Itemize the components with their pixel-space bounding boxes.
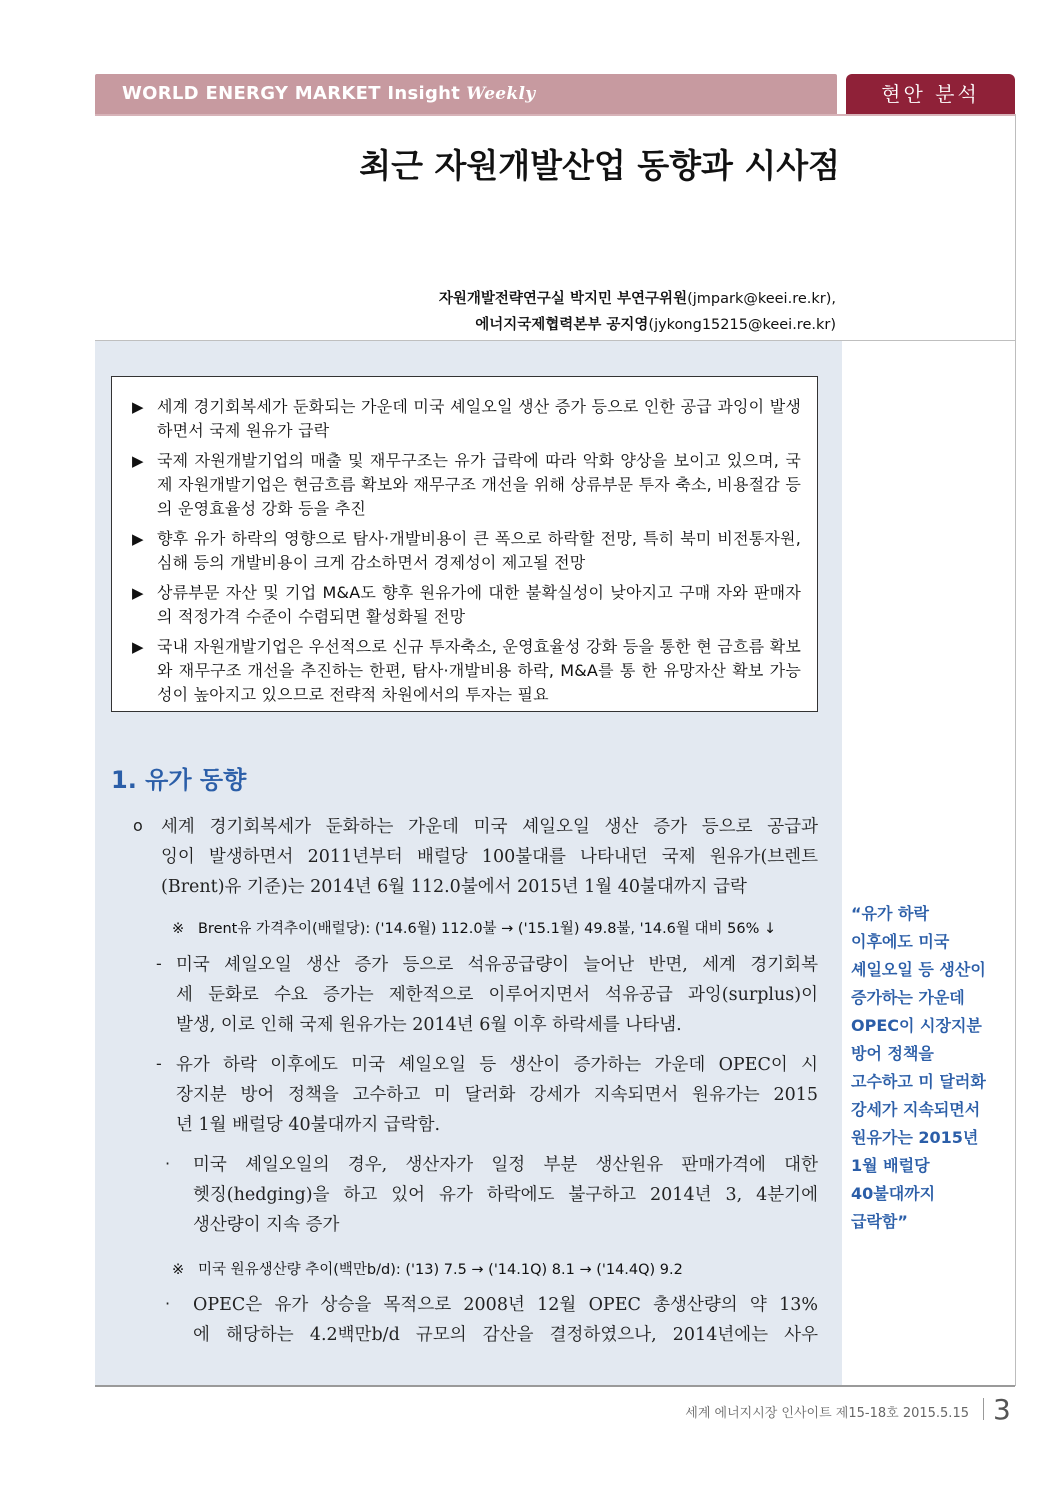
page-number: 3	[993, 1393, 1011, 1426]
dot-bullet-icon: ·	[165, 1294, 171, 1313]
footer-divider	[983, 1398, 984, 1420]
paragraph-dash-1: 미국 셰일오일 생산 증가 등으로 석유공급량이 늘어난 반면, 세계 경기회복 세 둔화로 수요 증가는 제한적으로 이루어지면서 석유공급 과잉(surplus)이 발생, 이로 인해 국제 원유가는 2014년 6월 이후 하락세를 나타냄.	[176, 955, 818, 1035]
paragraph-dot-2: OPEC은 유가 상승을 목적으로 2008년 12월 OPEC 총생산량의 약 13% 에 해당하는 4.2백만b/d 규모의 감산을 결정하였으나, 2014년에는 사우	[193, 1295, 818, 1345]
reference-mark-icon: ※	[172, 1262, 185, 1278]
reference-mark-icon: ※	[172, 921, 185, 937]
right-margin-rule	[1015, 114, 1016, 1386]
triangle-bullet-icon: ▶	[132, 584, 144, 602]
footer-text: 세계 에너지시장 인사이트 제15-18호 2015.5.15	[685, 1406, 969, 1421]
paragraph-main: 세계 경기회복세가 둔화하는 가운데 미국 셰일오일 생산 증가 등으로 공급과 잉이 발생하면서 2011년부터 배럴당 100불대를 나타내던 국제 원유가(브렌트 (Brent)유 기준)는 2014년 6월 112.0불에서 2015년 1월 40불대까지 급락	[161, 817, 818, 897]
publication-weekly: Weekly	[466, 84, 536, 104]
publication-title: WORLD ENERGY MARKET Insight Weekly	[122, 83, 536, 104]
section-tab: 현안 분석	[846, 74, 1015, 114]
summary-item: ▶ 세계 경기회복세가 둔화되는 가운데 미국 셰일오일 생산 증가 등으로 인한 공급 과잉이 발생하면서 국제 원유가 급락	[132, 397, 801, 440]
paragraph-dot-1: 미국 셰일오일의 경우, 생산자가 일정 부분 생산원유 판매가격에 대한 헷징(hedging)을 하고 있어 유가 하락에도 불구하고 2014년 3, 4분기에 생산량이 지속 증가	[193, 1155, 818, 1235]
summary-box	[111, 376, 818, 712]
paragraph-dash-2: 유가 하락 이후에도 미국 셰일오일 등 생산이 증가하는 가운데 OPEC이 시 장지분 방어 정책을 고수하고 미 달러화 강세가 지속되면서 원유가는 2015 년 1월 배럴당 40불대까지 급락함.	[176, 1055, 818, 1135]
header-rule	[95, 114, 1015, 116]
author-line-1: 자원개발전략연구실 박지민 부연구위원(jmpark@keei.re.kr),	[438, 291, 836, 307]
summary-item: ▶ 국제 자원개발기업의 매출 및 재무구조는 유가 급락에 따라 악화 양상을 보이고 있으며, 국제 자원개발기업은 현금흐름 확보와 재무구조 개선을 위해 상류부문 투자 축소, 비용절감 등의 운영효율성 강화 등을 추진	[132, 451, 801, 518]
bottom-rule	[95, 1385, 1015, 1387]
section-heading: 1. 유가 동향	[111, 766, 247, 794]
triangle-bullet-icon: ▶	[132, 638, 144, 656]
summary-item: ▶ 국내 자원개발기업은 우선적으로 신규 투자축소, 운영효율성 강화 등을 통한 현 금흐름 확보와 재무구조 개선을 추진하는 한편, 탐사·개발비용 하락, M&A를 통 한 유망자산 확보 가능성이 높아지고 있으므로 전략적 차원에서의 투자는 필요	[132, 637, 801, 704]
triangle-bullet-icon: ▶	[132, 398, 144, 416]
summary-item: ▶ 향후 유가 하락의 영향으로 탐사·개발비용이 큰 폭으로 하락할 전망, 특히 북미 비전통자원, 심해 등의 개발비용이 크게 감소하면서 경제성이 제고될 전망	[132, 529, 801, 572]
dot-bullet-icon: ·	[165, 1154, 171, 1173]
triangle-bullet-icon: ▶	[132, 452, 144, 470]
article-title: 최근 자원개발산업 동향과 시사점	[359, 146, 840, 185]
author-line-2: 에너지국제협력본부 공지영(jykong15215@keei.re.kr)	[475, 317, 836, 333]
pull-quote: “유가 하락 이후에도 미국 셰일오일 등 생산이 증가하는 가운데 OPEC이 시장지분 방어 정책을 고수하고 미 달러화 강세가 지속되면서 원유가는 2015년 1월 배럴당 40불대까지 급락함”	[851, 904, 986, 1231]
reference-note: ※ 미국 원유생산량 추이(백만b/d): ('13) 7.5 → ('14.1Q) 8.1 → ('14.4Q) 9.2	[172, 1262, 683, 1278]
dash-bullet-icon: -	[156, 1054, 162, 1073]
dash-bullet-icon: -	[156, 954, 162, 973]
triangle-bullet-icon: ▶	[132, 530, 144, 548]
reference-note: ※ Brent유 가격추이(배럴당): ('14.6월) 112.0불 → ('15.1월) 49.8불, '14.6월 대비 56% ↓	[172, 921, 777, 937]
summary-item: ▶ 상류부문 자산 및 기업 M&A도 향후 원유가에 대한 불확실성이 낮아지고 구매 자와 판매자의 적정가격 수준이 수렴되면 활성화될 전망	[132, 583, 801, 626]
circle-bullet-icon: o	[133, 816, 143, 835]
